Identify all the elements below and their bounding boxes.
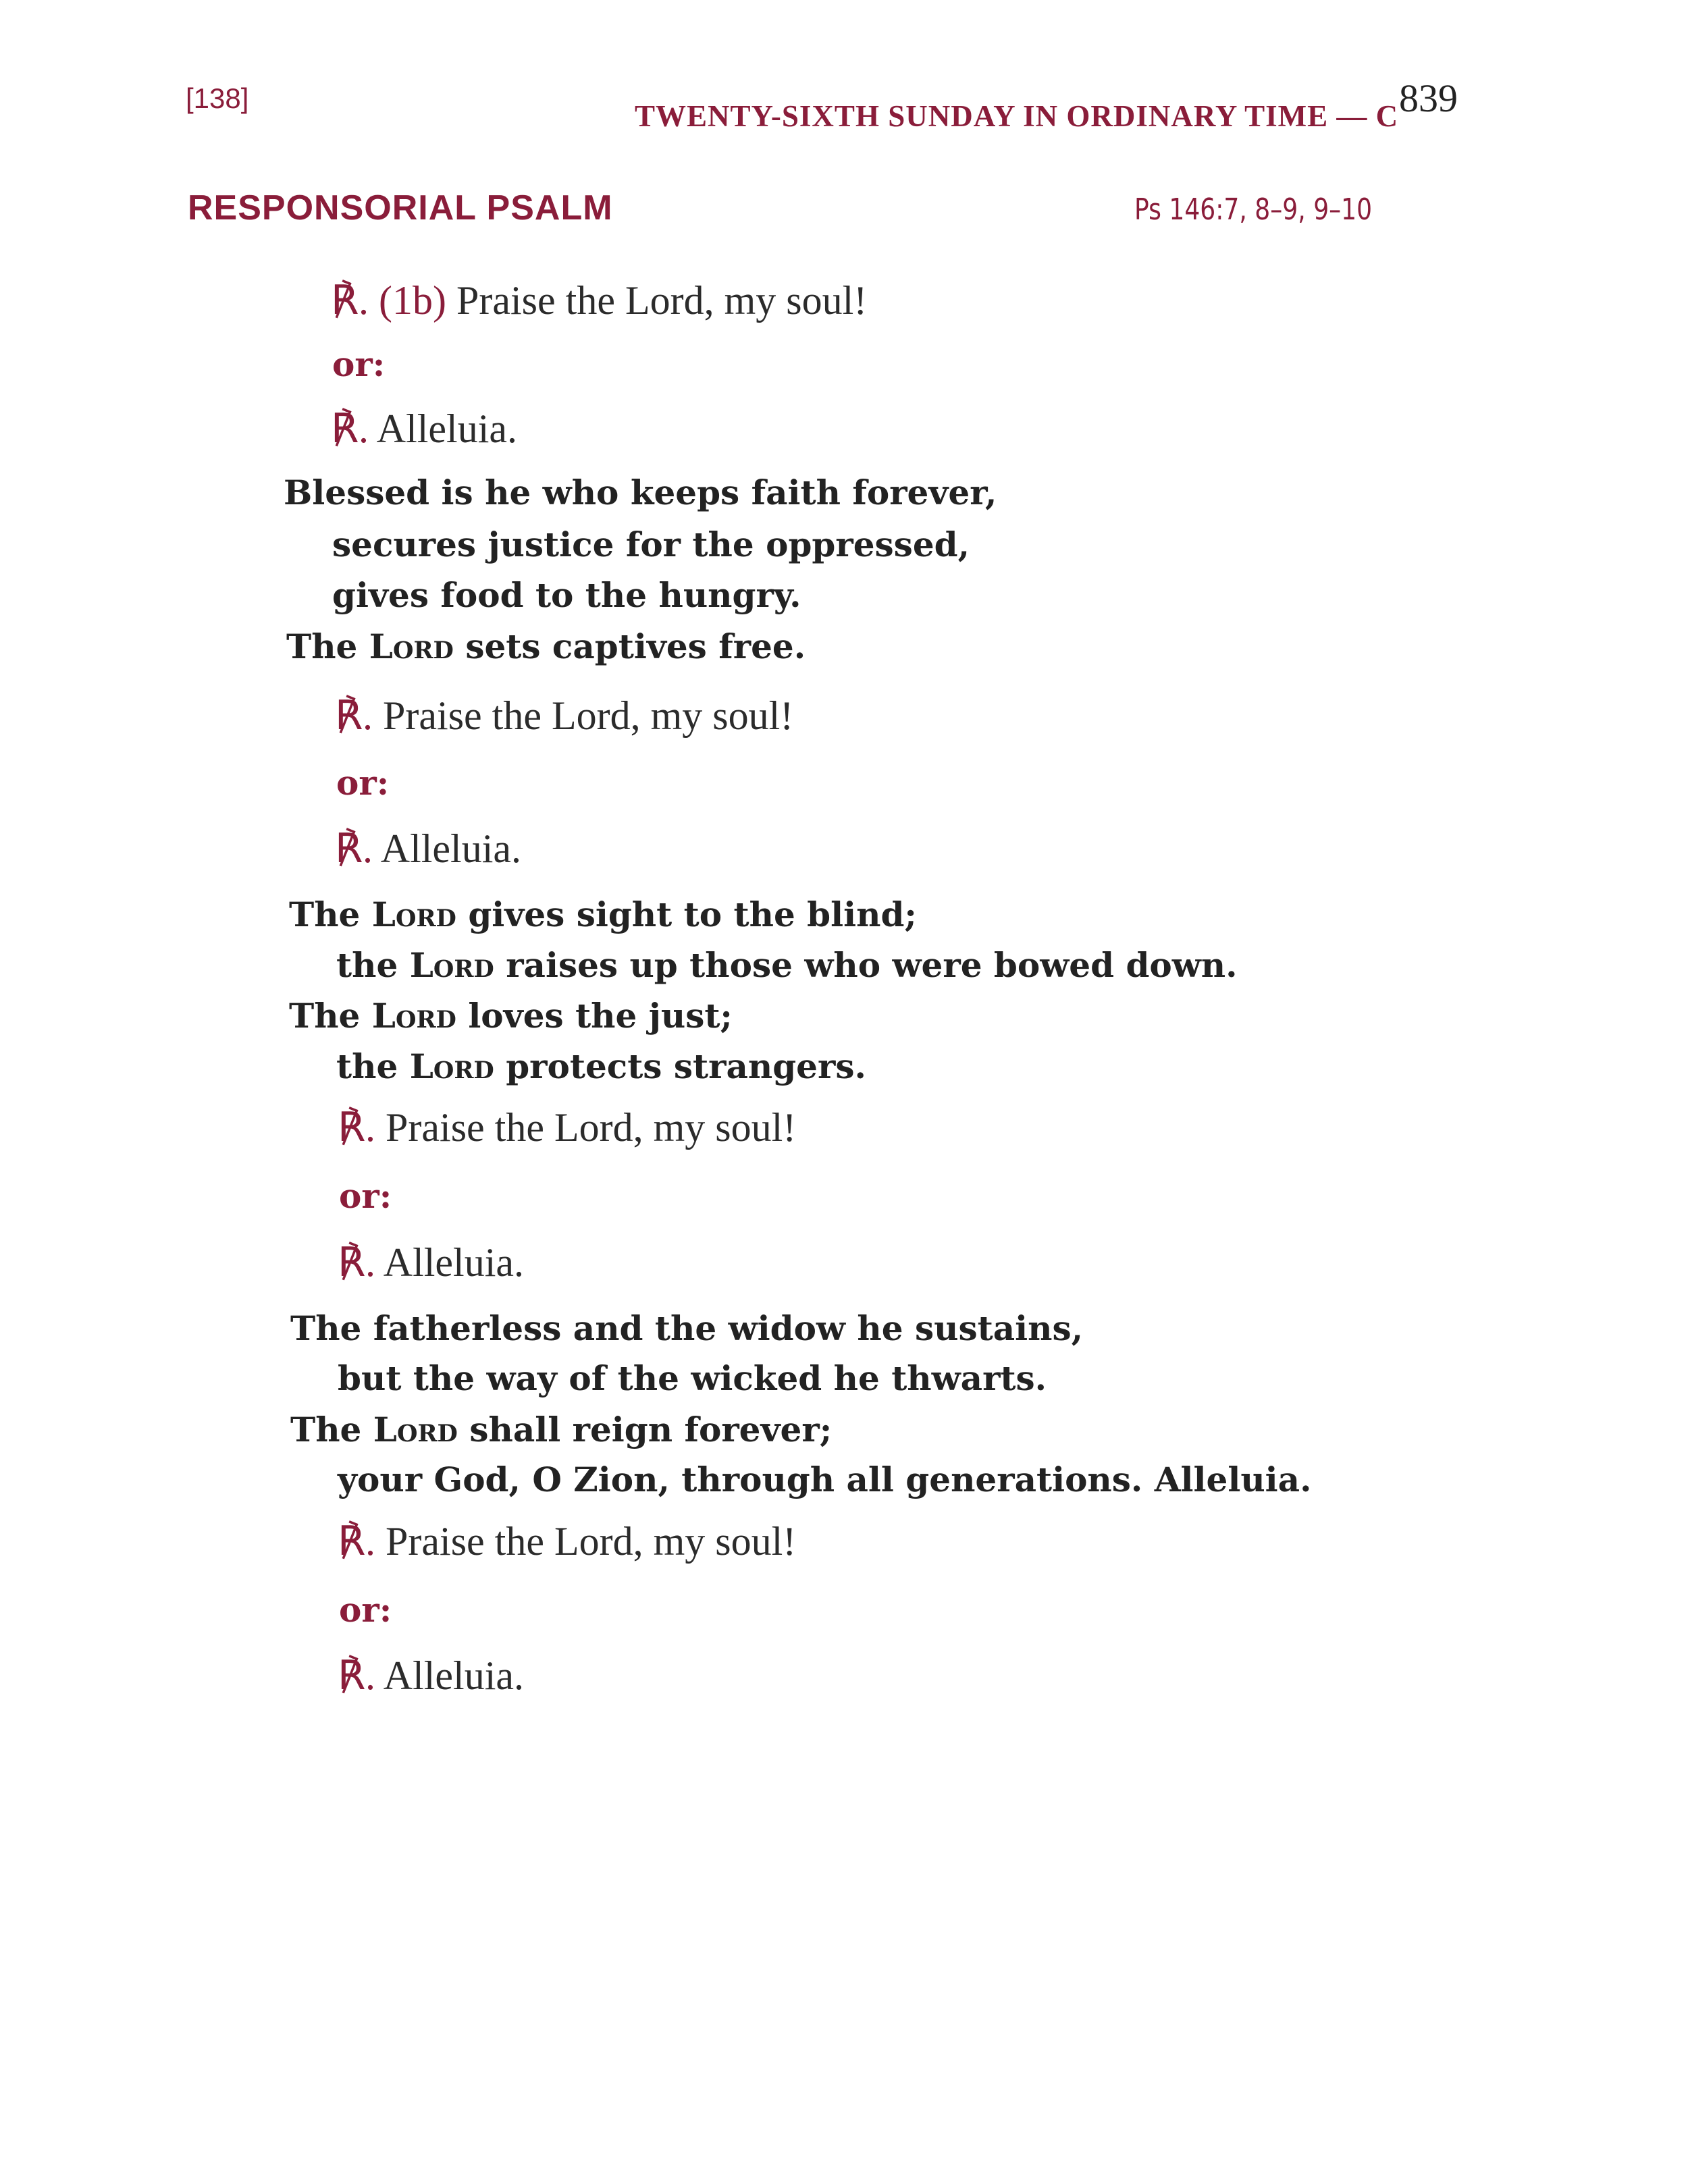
section-number: [138]: [186, 82, 249, 114]
response-symbol: ℟.: [335, 826, 373, 871]
psalm-citation: Ps 146:7, 8–9, 9–10: [1134, 192, 1373, 227]
lord-word: Lord: [409, 1046, 494, 1086]
or-label: or:: [336, 763, 390, 803]
verse-line: The Lord sets captives free.: [286, 627, 806, 666]
or-label: or:: [339, 1590, 392, 1630]
response-symbol: ℟.: [338, 1519, 376, 1564]
or-label: or:: [339, 1176, 392, 1216]
alt-response-text: Alleluia.: [383, 1240, 525, 1285]
lord-word: Lord: [373, 1410, 458, 1449]
alt-response-line: [338, 1652, 524, 1699]
response-text: Praise the Lord, my soul!: [456, 278, 868, 323]
lord-word: Lord: [371, 996, 456, 1036]
verse-line: your God, O Zion, through all generations. Alleluia.: [338, 1460, 1312, 1499]
response-symbol: ℟.: [331, 406, 369, 451]
or-label: or:: [332, 344, 386, 384]
lord-word: Lord: [369, 627, 454, 666]
response-text: Praise the Lord, my soul!: [386, 1519, 797, 1564]
verse-line: The fatherless and the widow he sustains,: [290, 1308, 1083, 1348]
response-line: [338, 1518, 796, 1565]
response-line: [331, 277, 867, 324]
alt-response-line: [335, 825, 521, 872]
lord-word: Lord: [371, 895, 456, 934]
response-line: [335, 692, 793, 739]
response-text: Praise the Lord, my soul!: [386, 1105, 797, 1150]
page-number: 839: [1399, 76, 1458, 120]
response-text: Praise the Lord, my soul!: [383, 693, 794, 738]
response-symbol: ℟.: [338, 1653, 376, 1698]
verse-line: The Lord shall reign forever;: [290, 1410, 833, 1449]
verse-line: The Lord gives sight to the blind;: [289, 895, 917, 934]
response-symbol: ℟.: [338, 1105, 376, 1150]
running-title: TWENTY-SIXTH SUNDAY IN ORDINARY TIME — C: [635, 99, 1399, 133]
section-heading: RESPONSORIAL PSALM: [188, 188, 613, 228]
response-symbol: ℟.: [335, 693, 373, 738]
alt-response-text: Alleluia.: [383, 1653, 525, 1698]
alt-response-line: [331, 405, 517, 452]
response-reference: (1b): [379, 278, 447, 323]
response-symbol: ℟.: [338, 1240, 376, 1285]
verse-line: Blessed is he who keeps faith forever,: [284, 473, 997, 512]
verse-line: gives food to the hungry.: [332, 575, 801, 615]
response-symbol: ℟.: [331, 278, 369, 323]
verse-line: secures justice for the oppressed,: [332, 525, 970, 564]
alt-response-text: Alleluia.: [380, 826, 522, 871]
verse-line: the Lord raises up those who were bowed down.: [336, 945, 1238, 985]
verse-line: The Lord loves the just;: [289, 996, 733, 1036]
alt-response-line: [338, 1239, 524, 1286]
verse-line: but the way of the wicked he thwarts.: [338, 1358, 1047, 1398]
verse-line: the Lord protects strangers.: [336, 1046, 866, 1086]
response-line: [338, 1104, 796, 1151]
alt-response-text: Alleluia.: [376, 406, 518, 451]
lord-word: Lord: [409, 945, 494, 985]
